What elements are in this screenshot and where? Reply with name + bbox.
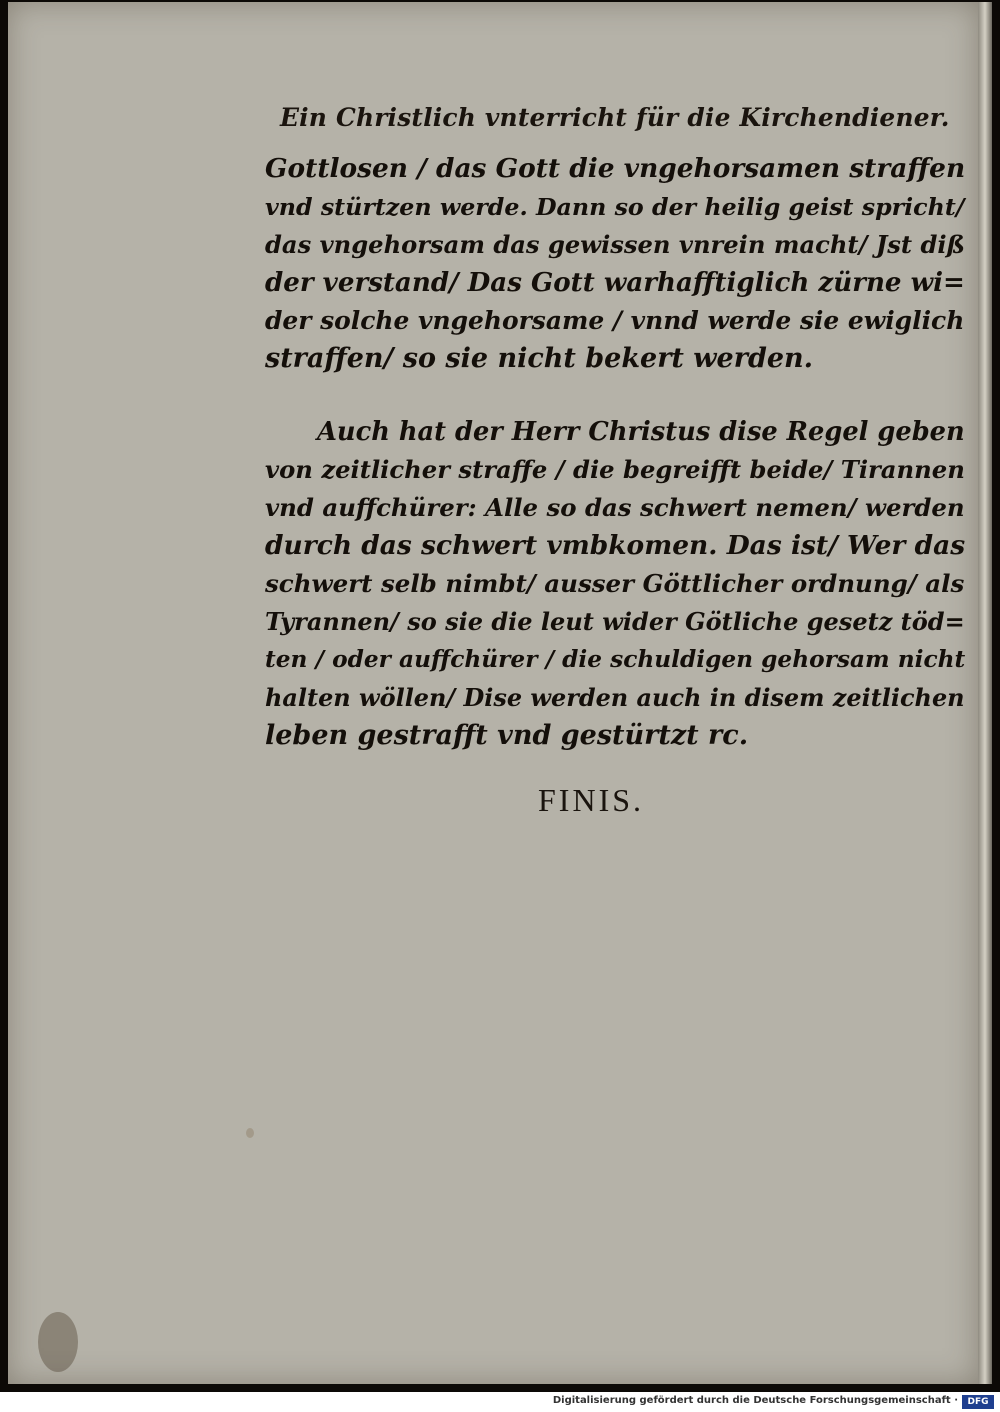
finis-heading: FINIS. (538, 782, 645, 818)
text-line: ten / oder auffchürer / die schuldigen gehorsam nicht (265, 646, 966, 673)
paragraph-1 (265, 150, 965, 378)
funding-credit: Digitalisierung gefördert durch die Deutsche Forschungsgemeinschaft · (552, 1395, 958, 1406)
text-line: vnd stürtzen werde. Dann so der heilig geist spricht/ (265, 193, 965, 221)
text-line: durch das schwert vmbkomen. Das ist/ Wer das (265, 530, 966, 561)
text-line: straffen/ so sie nicht bekert werden. (265, 343, 814, 374)
paper-stain (38, 1312, 78, 1372)
paragraph-2 (265, 413, 965, 755)
text-line: von zeitlicher straffe / die begreifft beide/ Tirannen (265, 455, 965, 484)
text-line: schwert selb nimbt/ ausser Göttlicher ordnung/ als (265, 569, 965, 598)
text-line: der solche vngehorsame / vnnd werde sie ewiglich (265, 306, 965, 335)
text-line: leben gestrafft vnd gestürtzt rc. (265, 720, 749, 751)
text-line: Auch hat der Herr Christus dise Regel geben (317, 417, 965, 447)
text-line: Gottlosen / das Gott die vngehorsamen straffen (265, 153, 966, 184)
text-line: Tyrannen/ so sie die leut wider Götliche gesetz töd= (265, 607, 965, 636)
text-line: der verstand/ Das Gott warhafftiglich zürne wi= (265, 267, 965, 298)
dfg-logo-icon[interactable]: DFG (962, 1395, 994, 1409)
text-line: halten wöllen/ Dise werden auch in disem zeitlichen (265, 684, 965, 712)
page-edge (978, 2, 992, 1384)
text-line: das vngehorsam das gewissen vnrein macht/ Jst diß (265, 230, 965, 259)
paper-stain (246, 1128, 254, 1138)
footer-bar (0, 1392, 1000, 1412)
running-head: Ein Christlich vnterricht für die Kirchendiener. (280, 103, 950, 132)
text-line: vnd auffchürer: Alle so das schwert nemen/ werden (265, 493, 965, 522)
